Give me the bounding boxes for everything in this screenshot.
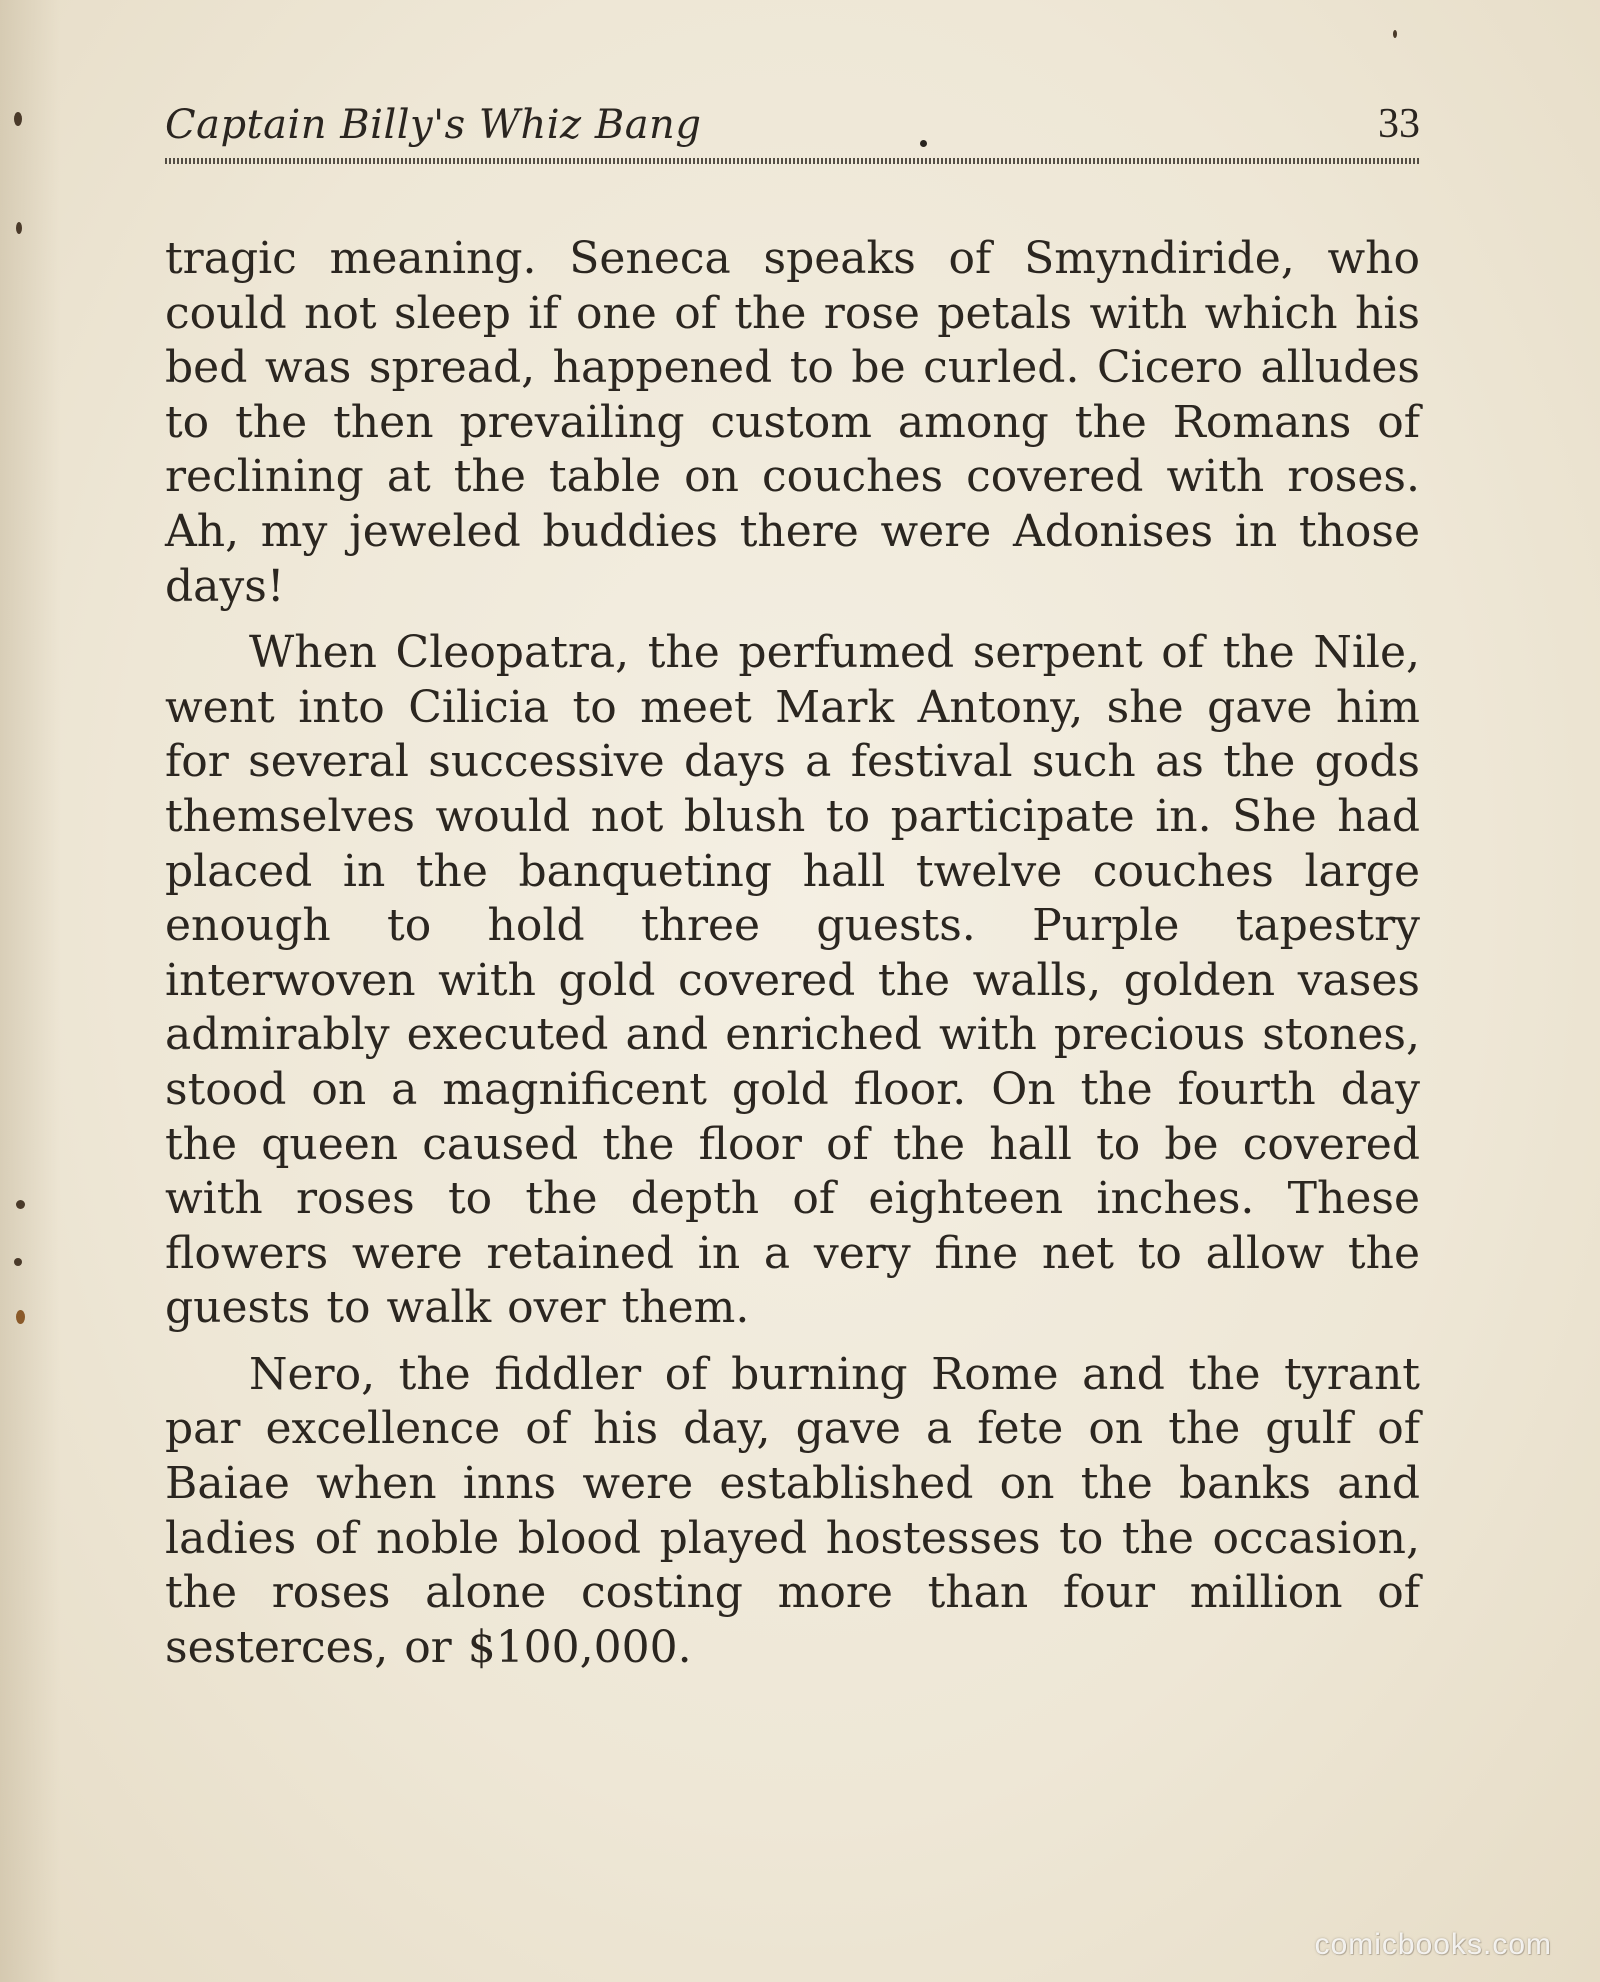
watermark: comicbooks.com — [1314, 1928, 1552, 1961]
header-dot — [920, 140, 927, 147]
binding-mark — [16, 1310, 25, 1324]
article-body — [165, 232, 1420, 1687]
binding-mark — [14, 1258, 22, 1266]
paper-speck — [1393, 30, 1397, 38]
running-title: Captain Billy's Whiz Bang — [165, 102, 702, 148]
page-number: 33 — [1378, 101, 1420, 147]
paragraph-3: Nero, the fiddler of burning Rome and the tyrant par excellence of his day, gave a fete on the gulf of Baiae when inns were established on the banks and ladies of noble blood played hostesses to the occasion, the roses alone costing more than four million of sesterces, or $100,000. — [165, 1348, 1420, 1673]
binding-mark — [14, 112, 22, 126]
page-header — [165, 96, 1420, 156]
paragraph-1: tragic meaning. Seneca speaks of Smyndiride, who could not sleep if one of the rose petals with which his bed was spread, happened to be curled. Cicero alludes to the then prevailing custom among the Romans of reclining at the table on couches covered with roses. Ah, my jeweled buddies there were Adonises in those days! — [165, 233, 1420, 612]
page-edge-shadow — [0, 0, 60, 1982]
binding-mark — [16, 222, 22, 234]
header-rule — [165, 158, 1420, 164]
binding-mark — [16, 1200, 25, 1209]
paragraph-2: When Cleopatra, the perfumed serpent of the Nile, went into Cilicia to meet Mark Antony, she gave him for several successive days a festival such as the gods themselves would not blush to participate in. She had placed in the banqueting hall twelve couches large enough to hold three guests. Purple tapestry interwoven with gold covered the walls, golden vases admirably executed and enriched with precious stones, stood on a magnificent gold floor. On the fourth day the queen caused the floor of the hall to be covered with roses to the depth of eighteen inches. These flowers were retained in a very fine net to allow the guests to walk over them. — [165, 627, 1420, 1334]
